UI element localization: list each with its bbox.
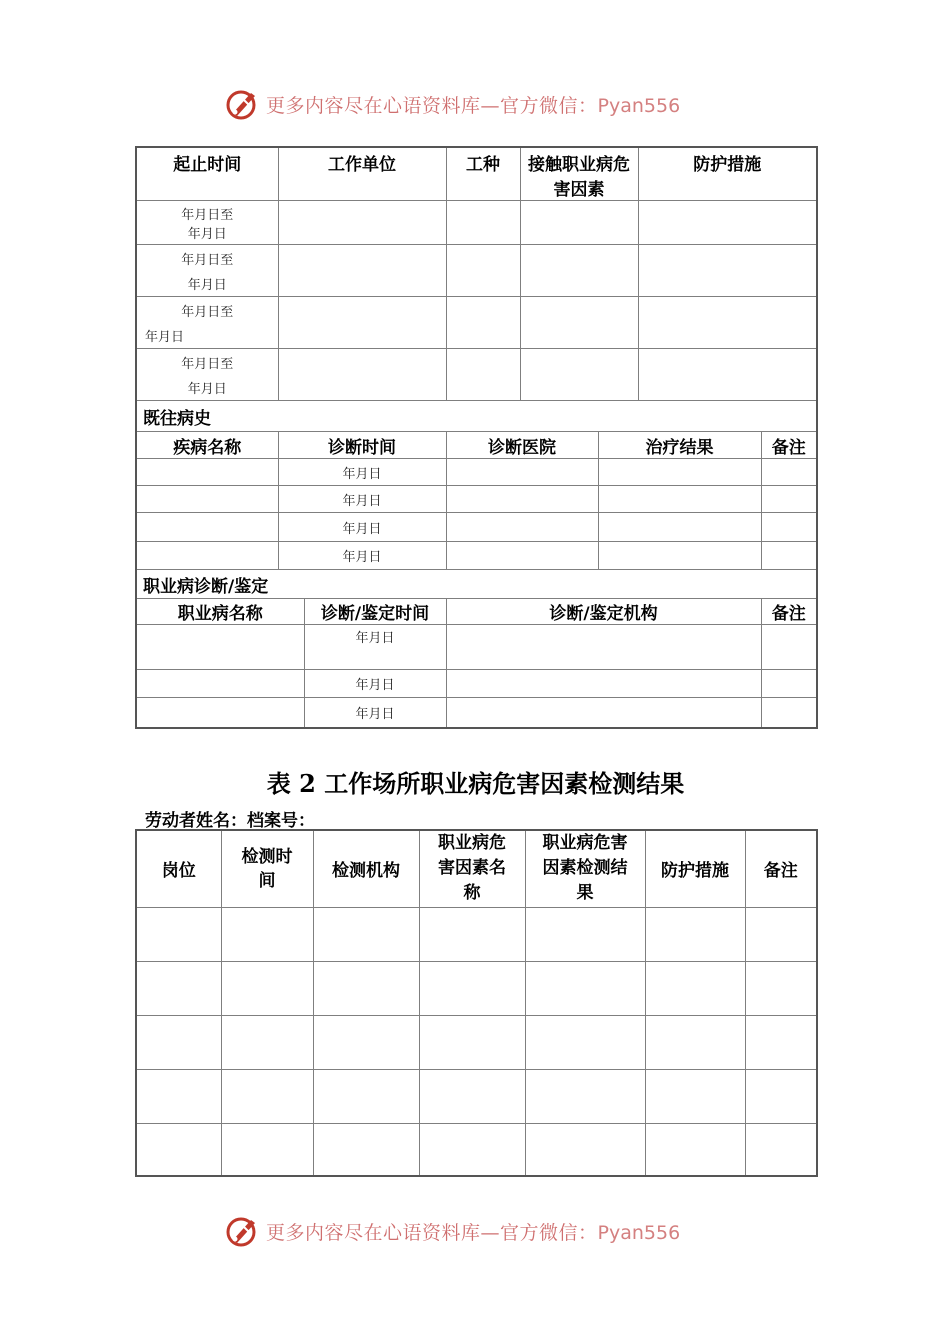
date-cell: 年月日 (304, 698, 446, 728)
header-hazard-result: 职业病危害因素检测结果 (525, 830, 645, 907)
work-history-header-row (136, 147, 817, 201)
header-protection: 防护措施 (638, 147, 817, 201)
pen-logo-icon (224, 86, 260, 122)
period-cell: 年月日至 年月日 (136, 245, 278, 297)
table2-header-row (136, 830, 817, 907)
period-cell: 年月日至 年月日 (136, 349, 278, 401)
table2-row (136, 1123, 817, 1176)
worker-name-file-number: 劳动者姓名：档案号： (145, 811, 315, 831)
workplace-hazard-detection-table (135, 829, 818, 1177)
occupational-diagnosis-row (136, 625, 817, 670)
header-occupational-disease: 职业病名称 (136, 599, 304, 625)
occupational-diagnosis-title: 职业病诊断/鉴定 (136, 570, 817, 599)
header-disease-name: 疾病名称 (136, 432, 278, 459)
occupational-diagnosis-row (136, 698, 817, 728)
watermark-text: 更多内容尽在心语资料库—官方微信：Pyan556 (266, 1221, 681, 1244)
header-diagnosis-time: 诊断/鉴定时间 (304, 599, 446, 625)
header-protection-measures: 防护措施 (645, 830, 745, 907)
occupational-diagnosis-header-row (136, 599, 817, 625)
header-job-type: 工种 (446, 147, 520, 201)
occupational-diagnosis-section-row (136, 570, 817, 599)
work-history-row (136, 297, 817, 349)
period-cell: 年月日至 年月日 (136, 201, 278, 245)
header-remarks: 备注 (761, 599, 817, 625)
header-test-institution: 检测机构 (313, 830, 419, 907)
header-diagnosis-date: 诊断时间 (278, 432, 446, 459)
occupational-history-table (135, 146, 818, 729)
table2-row (136, 907, 817, 961)
header-remarks: 备注 (745, 830, 817, 907)
past-history-section-row (136, 401, 817, 432)
past-history-title: 既往病史 (136, 401, 817, 432)
header-employer: 工作单位 (278, 147, 446, 201)
date-cell: 年月日 (278, 486, 446, 513)
past-history-row (136, 459, 817, 486)
header-test-time: 检测时间 (221, 830, 313, 907)
pen-logo-icon (224, 1213, 260, 1249)
header-hospital: 诊断医院 (446, 432, 598, 459)
header-hazard-name: 职业病危害因素名称 (419, 830, 525, 907)
occupational-diagnosis-row (136, 670, 817, 698)
date-cell: 年月日 (278, 513, 446, 542)
watermark-top (224, 84, 744, 124)
date-cell: 年月日 (278, 459, 446, 486)
past-history-row (136, 513, 817, 542)
date-cell: 年月日 (278, 542, 446, 570)
period-cell: 年月日至 年月日 (136, 297, 278, 349)
header-diagnosis-institution: 诊断/鉴定机构 (446, 599, 761, 625)
table2-row (136, 1069, 817, 1123)
work-history-row (136, 201, 817, 245)
past-history-header-row (136, 432, 817, 459)
date-cell: 年月日 (304, 625, 446, 670)
table2-row (136, 961, 817, 1015)
past-history-row (136, 542, 817, 570)
table2-title: 表 2 工作场所职业病危害因素检测结果 (266, 769, 685, 798)
watermark-bottom (224, 1211, 744, 1251)
work-history-row (136, 349, 817, 401)
header-hazard-factors: 接触职业病危害因素 (520, 147, 638, 201)
header-period: 起止时间 (136, 147, 278, 201)
header-remarks: 备注 (761, 432, 817, 459)
watermark-text: 更多内容尽在心语资料库—官方微信：Pyan556 (266, 94, 681, 117)
past-history-row (136, 486, 817, 513)
work-history-row (136, 245, 817, 297)
header-post: 岗位 (136, 830, 221, 907)
header-treatment-result: 治疗结果 (598, 432, 761, 459)
table2-row (136, 1015, 817, 1069)
date-cell: 年月日 (304, 670, 446, 698)
